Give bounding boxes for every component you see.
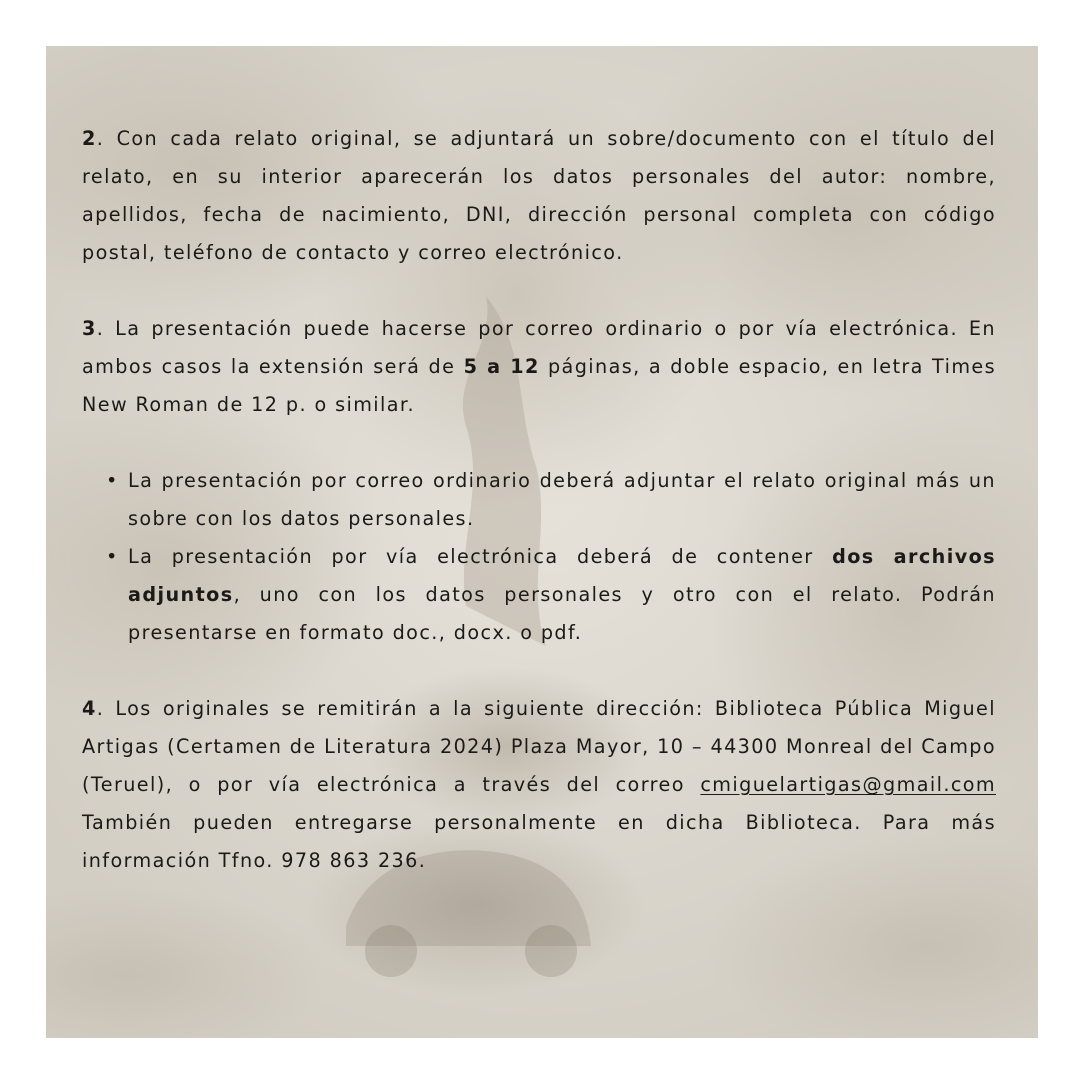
- paragraph-4: [82, 690, 996, 880]
- list-item-text: , uno con los datos personales y otro con el relato. Podrán presentarse en formato doc., docx. o pdf.: [128, 583, 996, 644]
- bullet-icon: •: [106, 469, 119, 492]
- paragraph-gap: [82, 424, 996, 462]
- attachments-highlight: dos archivos adjuntos: [128, 545, 997, 606]
- paragraph-number: 4: [82, 697, 97, 720]
- bullet-icon: •: [106, 545, 119, 568]
- paragraph-gap: [82, 272, 996, 310]
- rules-text: [82, 120, 996, 880]
- paragraph-3: [82, 310, 996, 424]
- page-panel: [46, 46, 1038, 1038]
- paragraph-text: También pueden entregarse personalmente en dicha Biblioteca. Para más información Tfno. 978 863 236.: [82, 811, 996, 872]
- paragraph-text: . Los originales se remitirán a la siguiente dirección: Biblioteca Pública Miguel Artigas (Certamen de Literatura 2024) Plaza Mayor, 10 – 44300 Monreal del Campo (Teruel), o por vía electrónica a través del correo: [82, 697, 996, 796]
- list-item: [82, 462, 996, 538]
- paragraph-text: . La presentación puede hacerse por correo ordinario o por vía electrónica. En ambos casos la extensión será de: [82, 317, 996, 378]
- paragraph-number: 3: [82, 317, 97, 340]
- submission-bullet-list: [82, 462, 996, 652]
- paragraph-text: páginas, a doble espacio, en letra Times New Roman de 12 p. o similar.: [82, 355, 997, 416]
- list-item-text: La presentación por vía electrónica deberá de contener: [128, 545, 833, 568]
- paragraph-gap: [82, 652, 996, 690]
- list-item: [82, 538, 996, 652]
- paragraph-2: [82, 120, 996, 272]
- paragraph-text: . Con cada relato original, se adjuntará un sobre/documento con el título del relato, en su interior aparecerán los datos personales del autor: nombre, apellidos, fecha de nacimiento, DNI, dirección personal completa con código postal, teléfono de contacto y correo electrónico.: [82, 127, 996, 264]
- paragraph-number: 2: [82, 127, 97, 150]
- page-range-highlight: 5 a 12: [463, 355, 540, 378]
- list-item-text: La presentación por correo ordinario deberá adjuntar el relato original más un sobre con los datos personales.: [128, 469, 996, 530]
- email-link[interactable]: cmiguelartigas@gmail.com: [700, 773, 996, 796]
